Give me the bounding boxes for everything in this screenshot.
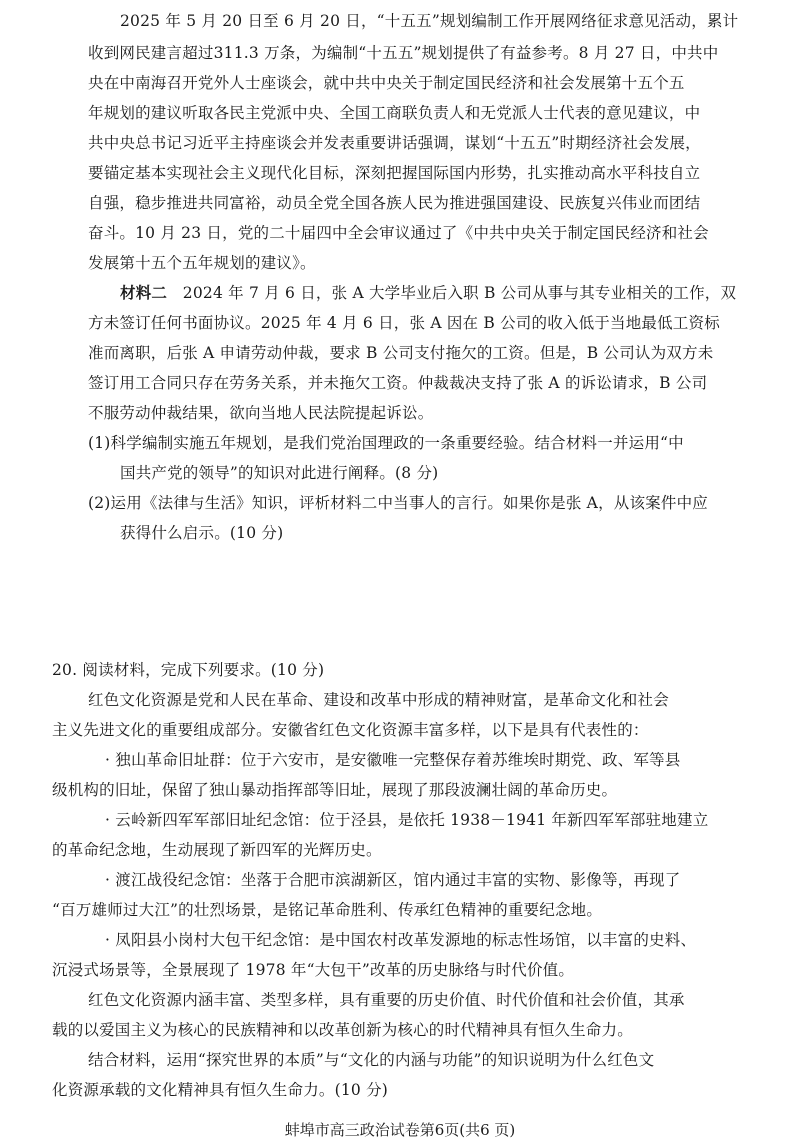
- material2-paragraph: [120, 283, 736, 303]
- bullet-dujiang-line-1: · 渡江战役纪念馆：坐落于合肥市滨湖新区，馆内通过丰富的实物、影像等，再现了: [105, 871, 681, 889]
- material1-line-3: 央在中南海召开党外人士座谈会，就中共中央关于制定国民经济和社会发展第十五个五: [88, 74, 685, 92]
- question1-line-1: (1)科学编制实施五年规划，是我们党治国理政的一条重要经验。结合材料一并运用“中: [88, 434, 684, 452]
- material1-line-7: 自强，稳步推进共同富裕，动员全党全国各族人民为推进强国建设、民族复兴伟业而团结: [88, 194, 701, 212]
- material1-line-2: 收到网民建言超过311.3 万条，为编制“十五五”规划提供了有益参考。8 月 27 日，中共中: [88, 44, 719, 62]
- material2-line-3: 准而离职，后张 A 申请劳动仲裁，要求 B 公司支付拖欠的工资。但是，B 公司认为双方未: [88, 344, 714, 362]
- material1-line-9: 发展第十五个五年规划的建议》。: [88, 254, 316, 272]
- bullet-xiaogang-line-1: · 凤阳县小岗村大包干纪念馆：是中国农村改革发源地的标志性场馆，以丰富的史料、: [105, 931, 697, 949]
- material2-line-5: 不服劳动仲裁结果，欲向当地人民法院提起诉讼。: [88, 404, 434, 422]
- question20-task-line-2: 化资源承载的文化精神具有恒久生命力。(10 分): [52, 1081, 389, 1099]
- question1-line-2: 国共产党的领导”的知识对此进行阐释。(8 分): [120, 464, 439, 482]
- page-footer: 蚌埠市高三政治试卷第6页(共6 页): [284, 1121, 516, 1139]
- material1-line-1: 2025 年 5 月 20 日至 6 月 20 日，“十五五”规划编制工作开展网络征求意见活动，累计: [120, 12, 739, 30]
- bullet-xiaogang-line-2: 沉浸式场景等，全景展现了 1978 年“大包干”改革的历史脉络与时代价值。: [52, 961, 575, 979]
- question20-intro-line-1: 红色文化资源是党和人民在革命、建设和改革中形成的精神财富，是革命文化和社会: [88, 691, 669, 709]
- bullet-dujiang-line-2: “百万雄师过大江”的壮烈场景，是铭记革命胜利、传承红色精神的重要纪念地。: [52, 901, 603, 919]
- question20-closing-line-1: 红色文化资源内涵丰富、类型多样，具有重要的历史价值、时代价值和社会价值，其承: [88, 991, 685, 1009]
- material2-line-2: 方未签订任何书面协议。2025 年 4 月 6 日，张 A 因在 B 公司的收入低于当地最低工资标: [88, 314, 720, 332]
- bullet-yunling-line-2: 的革命纪念地，生动展现了新四军的光辉历史。: [52, 841, 382, 859]
- material1-line-4: 年规划的建议听取各民主党派中央、全国工商联负责人和无党派人士代表的意见建议，中: [88, 104, 701, 122]
- question20-closing-line-2: 载的以爱国主义为核心的民族精神和以改革创新为核心的时代精神具有恒久生命力。: [52, 1021, 633, 1039]
- material1-line-8: 奋斗。10 月 23 日，党的二十届四中全会审议通过了《中共中央关于制定国民经济和社会: [88, 224, 709, 242]
- question2-line-1: (2)运用《法律与生活》知识，评析材料二中当事人的言行。如果你是张 A，从该案件中应: [88, 494, 708, 512]
- bullet-dushan-line-2: 级机构的旧址，保留了独山暴动指挥部等旧址，展现了那段波澜壮阔的革命历史。: [52, 781, 618, 799]
- material1-line-5: 共中央总书记习近平主持座谈会并发表重要讲话强调，谋划“十五五”时期经济社会发展，: [88, 134, 701, 152]
- question20-task-line-1: 结合材料，运用“探究世界的本质”与“文化的内涵与功能”的知识说明为什么红色文: [88, 1051, 655, 1069]
- bullet-yunling-line-1: · 云岭新四军军部旧址纪念馆：位于泾县，是依托 1938－1941 年新四军军部驻地建立: [105, 811, 709, 829]
- bullet-dushan-line-1: · 独山革命旧址群：位于六安市，是安徽唯一完整保存着苏维埃时期党、政、军等县: [105, 751, 681, 769]
- material2-line-4: 签订用工合同只存在劳务关系，并未拖欠工资。仲裁裁决支持了张 A 的诉讼请求，B 公司: [88, 374, 708, 392]
- material1-line-6: 要锚定基本实现社会主义现代化目标，深刻把握国际国内形势，扎实推动高水平科技自立: [88, 164, 701, 182]
- material2-heading: 材料二: [120, 283, 168, 302]
- question2-line-2: 获得什么启示。(10 分): [120, 524, 284, 542]
- question20-title: 20. 阅读材料，完成下列要求。(10 分): [52, 661, 325, 679]
- material2-line-1: 2024 年 7 月 6 日，张 A 大学毕业后入职 B 公司从事与其专业相关的工作，双: [167, 284, 737, 302]
- question20-intro-line-2: 主义先进文化的重要组成部分。安徽省红色文化资源丰富多样，以下是具有代表性的：: [52, 721, 649, 739]
